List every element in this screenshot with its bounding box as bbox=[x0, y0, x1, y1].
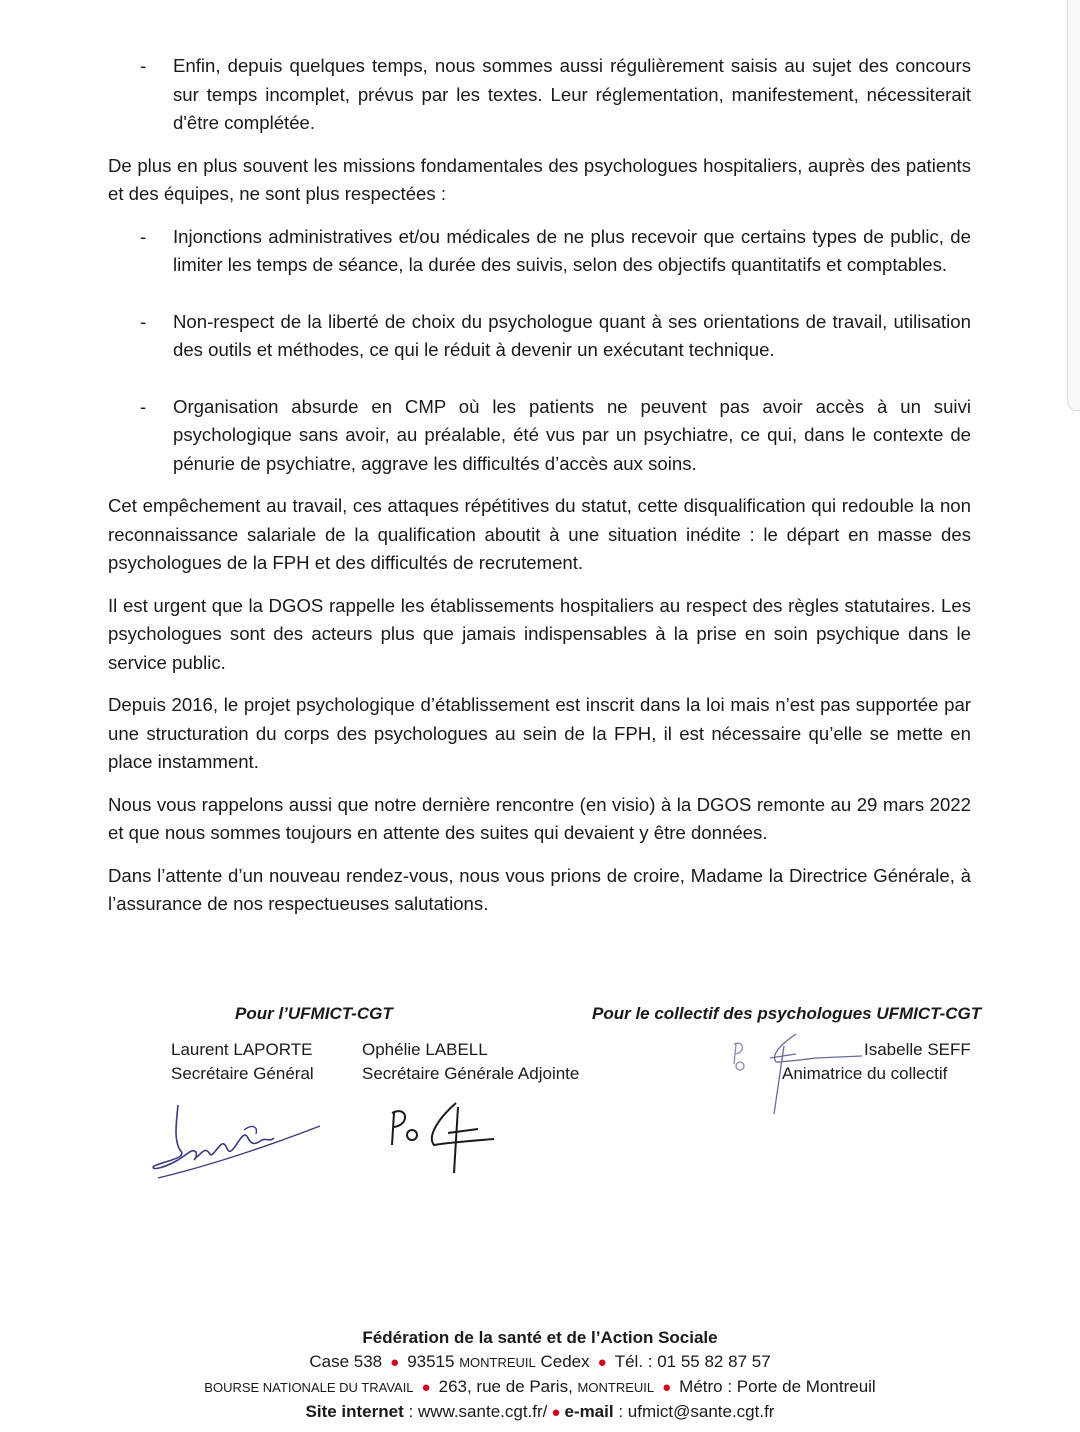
footer-organization: Fédération de la santé et de l’Action Sociale bbox=[362, 1328, 718, 1347]
bullet-dot-icon: ● bbox=[662, 1379, 672, 1396]
signature-block bbox=[0, 1000, 1080, 1200]
signer-3-title: Animatrice du collectif bbox=[782, 1064, 948, 1083]
signer-1-title: Secrétaire Général bbox=[171, 1064, 314, 1083]
paragraph: Nous vous rappelons aussi que notre dernière rencontre (en visio) à la DGOS remonte au 29 mars 2022 et que nous sommes toujours en attente des suites qui devaient y être données. bbox=[108, 793, 971, 843]
bullet-text: Injonctions administratives et/ou médicales de ne plus recevoir que certains types de public, de limiter les temps de séance, la durée des suivis, selon des objectifs quantitatifs et comptables. bbox=[173, 225, 971, 275]
footer-address-city: MONTREUIL bbox=[577, 1380, 655, 1395]
right-signature-heading: Pour le collectif des psychologues UFMICT-CGT bbox=[592, 1004, 982, 1023]
paragraph: Cet empêchement au travail, ces attaques répétitives du statut, cette disqualification qui redouble la non reconnaissance salariale de la qualification aboutit à une situation inédite : le départ en masse des psychologues de la FPH et des difficultés de recrutement. bbox=[108, 495, 971, 573]
handwritten-signature-laporte bbox=[148, 1100, 323, 1185]
handwritten-signature-labell bbox=[386, 1095, 511, 1185]
bullet-dash: - bbox=[140, 310, 147, 332]
footer-cedex: Cedex bbox=[540, 1352, 590, 1371]
footer-email-link[interactable]: : ufmict@sante.cgt.fr bbox=[618, 1402, 775, 1421]
left-signature-heading: Pour l’UFMICT-CGT bbox=[235, 1004, 393, 1023]
bullet-dot-icon: ● bbox=[390, 1354, 400, 1371]
footer-address: 263, rue de Paris, bbox=[438, 1377, 573, 1396]
bullet-dash: - bbox=[140, 395, 147, 417]
bullet-item bbox=[108, 223, 971, 280]
paragraph: De plus en plus souvent les missions fondamentales des psychologues hospitaliers, auprès des patients et des équipes, ne sont plus respectées : bbox=[108, 154, 971, 204]
footer-address-line bbox=[0, 1375, 1080, 1400]
footer-phone: Tél. : 01 55 82 87 57 bbox=[614, 1352, 771, 1371]
footer-bourse: BOURSE NATIONALE DU TRAVAIL bbox=[204, 1380, 414, 1395]
footer-web-line bbox=[0, 1400, 1080, 1425]
bullet-dash: - bbox=[140, 225, 147, 247]
bullet-item bbox=[108, 52, 971, 138]
bullet-dot-icon: ● bbox=[551, 1404, 561, 1421]
scrollbar[interactable] bbox=[1067, 0, 1080, 411]
bullet-dash: - bbox=[140, 55, 147, 76]
footer-email-label: e-mail bbox=[564, 1402, 614, 1421]
bullet-item bbox=[108, 308, 971, 365]
bullet-text: Non-respect de la liberté de choix du psychologue quant à ses orientations de travail, utilisation des outils et méthodes, ce qui le réduit à devenir un exécutant technique. bbox=[173, 310, 971, 360]
bullet-dot-icon: ● bbox=[597, 1354, 607, 1371]
signer-2-title: Secrétaire Générale Adjointe bbox=[362, 1064, 580, 1083]
signer-2-name: Ophélie LABELL bbox=[362, 1040, 488, 1059]
signer-1-name: Laurent LAPORTE bbox=[171, 1040, 313, 1059]
bullet-text: Enfin, depuis quelques temps, nous sommes aussi régulièrement saisis au sujet des concours sur temps incomplet, prévus par les textes. Leur réglementation, manifestement, nécessiterait d'être complétée. bbox=[173, 55, 971, 133]
footer-city: MONTREUIL bbox=[459, 1355, 536, 1370]
letter-body bbox=[108, 52, 971, 933]
bullet-item bbox=[108, 393, 971, 479]
footer-site-label: Site internet bbox=[305, 1402, 404, 1421]
letter-footer bbox=[0, 1326, 1080, 1425]
bullet-text: Organisation absurde en CMP où les patients ne peuvent pas avoir accès à un suivi psychologique sans avoir, au préalable, été vus par un psychiatre, ce qui, dans le contexte de pénurie de psychiatre, aggrave les difficultés d’accès aux soins. bbox=[173, 395, 971, 474]
handwritten-signature-seff bbox=[726, 1030, 866, 1120]
signer-3-name: Isabelle SEFF bbox=[864, 1040, 971, 1059]
footer-postcode: 93515 bbox=[407, 1352, 455, 1371]
footer-contact-line bbox=[0, 1350, 1080, 1375]
bullet-dot-icon: ● bbox=[421, 1379, 431, 1396]
footer-metro: Métro : Porte de Montreuil bbox=[679, 1377, 876, 1396]
paragraph: Il est urgent que la DGOS rappelle les établissements hospitaliers au respect des règles statutaires. Les psychologues sont des acteurs plus que jamais indispensables à la prise en soin psychique dans le service public. bbox=[108, 594, 971, 673]
footer-case: Case 538 bbox=[309, 1352, 383, 1371]
footer-site-link[interactable]: : www.sante.cgt.fr/ bbox=[408, 1402, 548, 1421]
closing-paragraph: Dans l’attente d’un nouveau rendez-vous, nous vous prions de croire, Madame la Directrice Générale, à l’assurance de nos respectueuses salutations. bbox=[108, 864, 971, 914]
paragraph: Depuis 2016, le projet psychologique d’établissement est inscrit dans la loi mais n’est pas supportée par une structuration du corps des psychologues au sein de la FPH, il est nécessaire qu’elle se mette en place instamment. bbox=[108, 694, 971, 772]
